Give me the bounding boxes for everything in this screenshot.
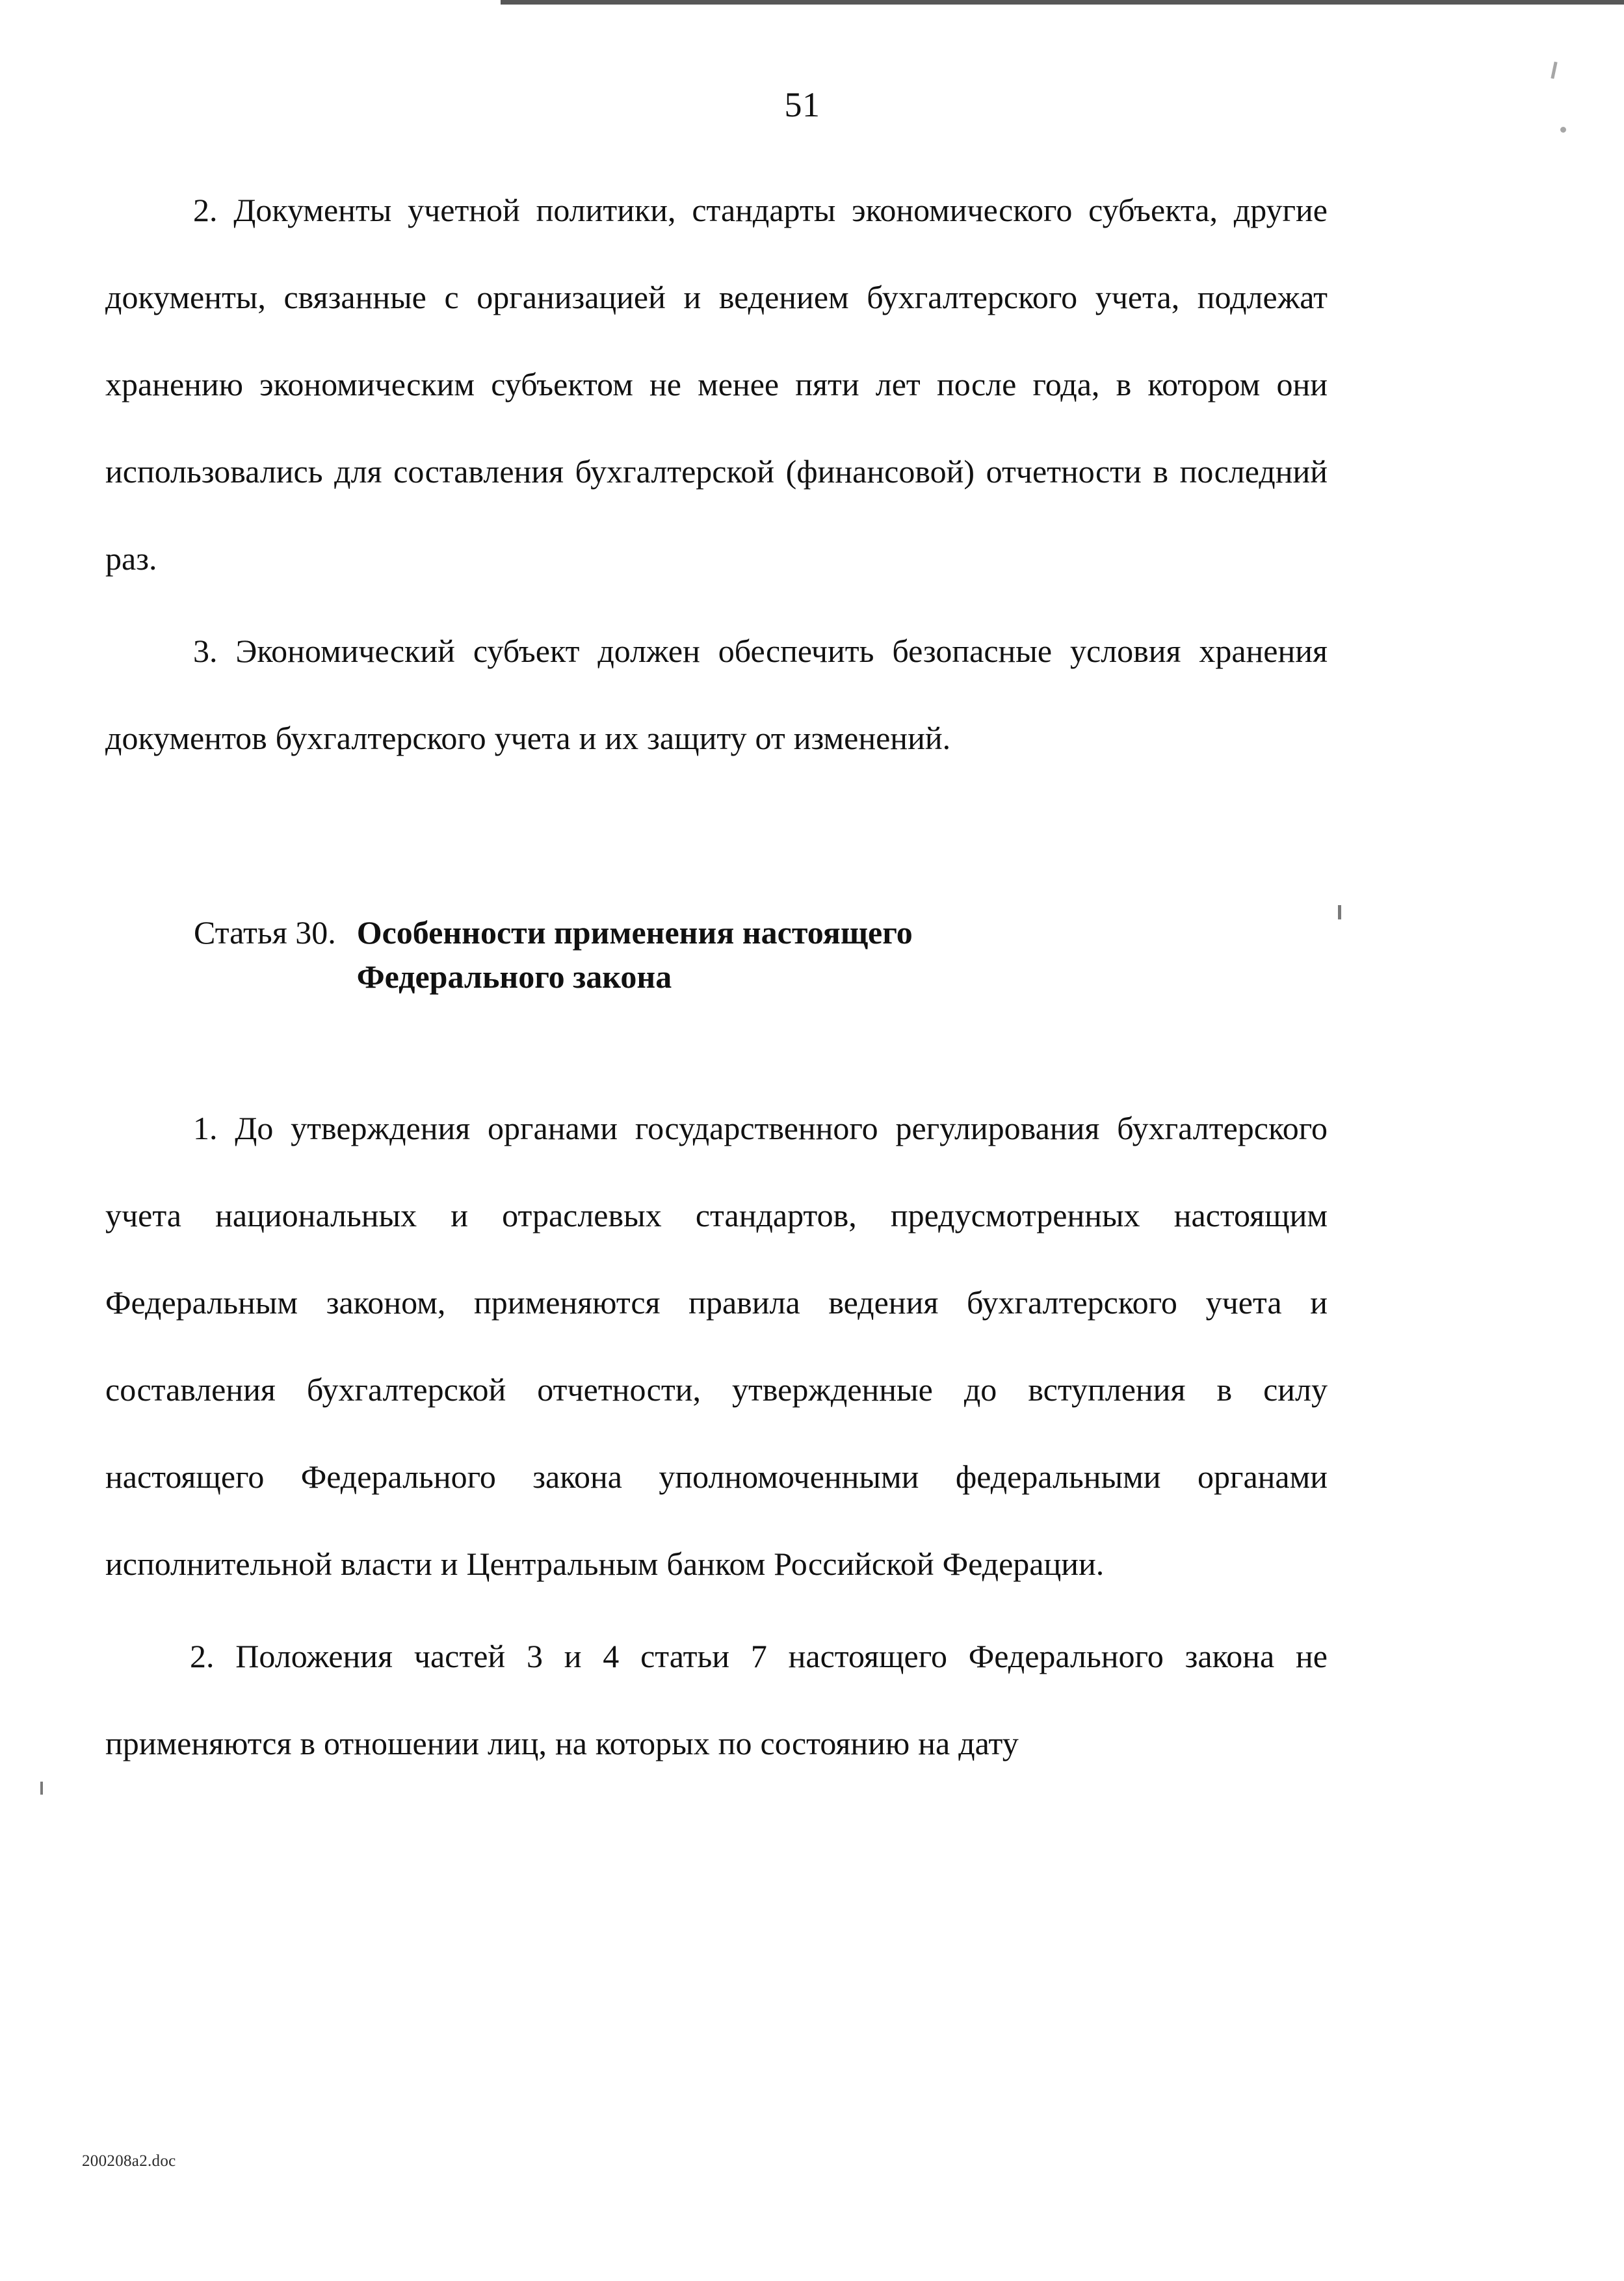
- scan-speck: [40, 1782, 43, 1795]
- paragraph: 3. Экономический субъект должен обеспечить безопасные условия хранения документов бухгалтерского учета и их защиту от изменений.: [105, 633, 1328, 756]
- paragraph: 2. Документы учетной политики, стандарты экономического субъекта, другие документы, связанные с организацией и ведением бухгалтерского учета, подлежат хранению экономическим субъектом не менее пяти лет после года, в котором они использовались для составления бухгалтерской (финансовой) отчетности в последний раз.: [105, 192, 1328, 577]
- article-heading: [194, 910, 1526, 999]
- paragraph: 1. До утверждения органами государственного регулирования бухгалтерского учета национальных и отраслевых стандартов, предусмотренных настоящим Федеральным законом, применяются правила ведения бухгалтерского учета и составления бухгалтерской отчетности, утвержденные до вступления в силу настоящего Федерального закона уполномоченными федеральными органами исполнительной власти и Центральным банком Российской Федерации.: [105, 1110, 1328, 1582]
- scan-margin-artifact: [0, 0, 5, 2281]
- article-title-line-1: Особенности применения настоящего: [356, 914, 913, 951]
- page-number: 51: [784, 85, 820, 124]
- body-text-block-after-article: [98, 1085, 1526, 1787]
- scan-speck: [1551, 62, 1557, 79]
- article-label: Статья 30.: [194, 914, 336, 951]
- article-title-line-2: Федерального закона: [356, 958, 672, 995]
- article-title: [357, 910, 1046, 999]
- page-content: [98, 0, 1526, 1787]
- scan-speck: [1560, 127, 1566, 133]
- paragraph: 2. Положения частей 3 и 4 статьи 7 настоящего Федерального закона не применяются в отношении лиц, на которых по состоянию на дату: [105, 1638, 1328, 1761]
- body-text-block: [98, 166, 1526, 782]
- footer-filename: 200208a2.doc: [82, 2152, 176, 2170]
